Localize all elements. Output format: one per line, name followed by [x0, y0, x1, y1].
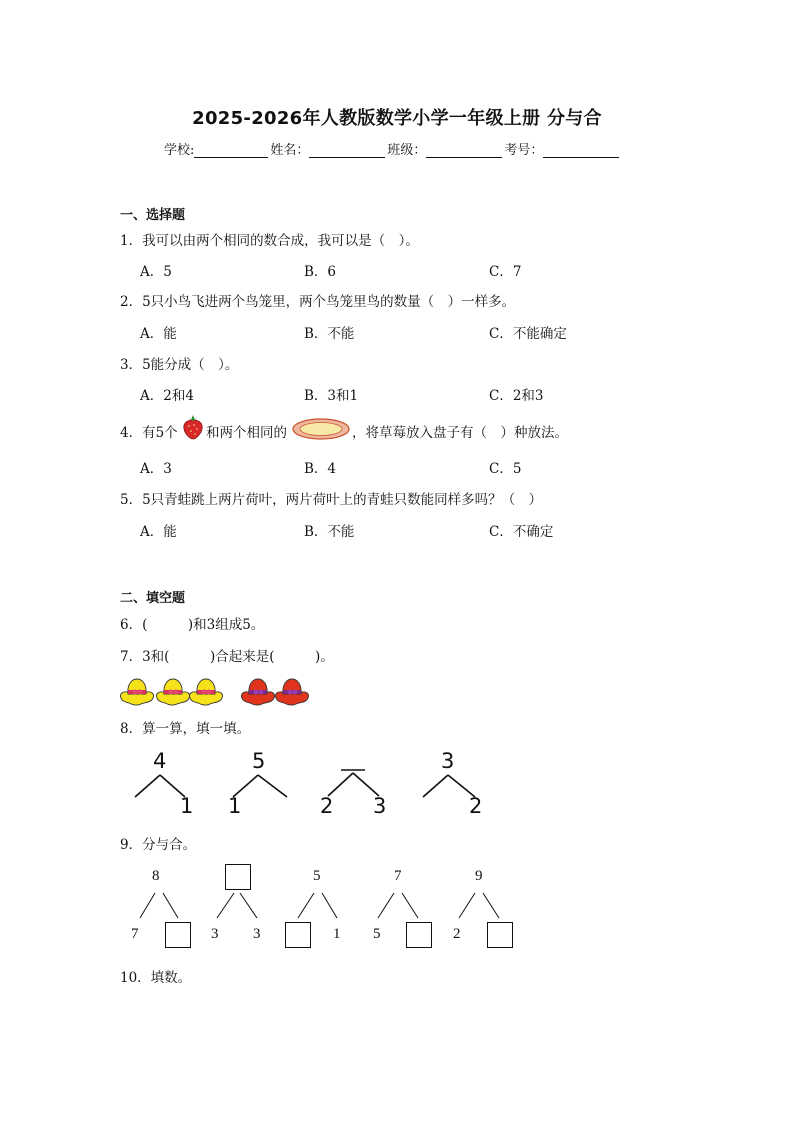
question-1: 1．我可以由两个相同的数合成，我可以是（ ）。 — [120, 233, 419, 249]
q8-tree2-top: 5 — [252, 749, 266, 773]
page-title: 2025-2026年人教版数学小学一年级上册 分与合 — [192, 108, 602, 129]
q9-tree2-answer-box[interactable] — [225, 864, 251, 890]
q1-option-a[interactable]: A．5 — [140, 264, 172, 280]
q9-tree3-answer-box[interactable] — [285, 922, 311, 948]
section-heading-choice: 一、选择题 — [120, 208, 186, 223]
q1-option-b[interactable]: B．6 — [304, 264, 337, 280]
question-6: 6．( )和3组成5。 — [120, 617, 265, 633]
section-heading-fill: 二、填空题 — [120, 591, 186, 606]
q4-option-b[interactable]: B．4 — [304, 461, 337, 477]
q4-option-c[interactable]: C．5 — [489, 461, 522, 477]
q8-tree4-right: 2 — [469, 794, 483, 818]
q9-tree3-right: 1 — [333, 926, 341, 942]
q8-tree1-right: 1 — [180, 794, 194, 818]
q2-option-c[interactable]: C．不能确定 — [489, 326, 567, 342]
q9-tree1-left: 7 — [131, 926, 139, 942]
q9-tree4-answer-box[interactable] — [406, 922, 432, 948]
q9-tree3-top: 5 — [313, 868, 321, 884]
q9-tree5-top: 9 — [475, 868, 483, 884]
class-label: 班级： — [387, 143, 427, 158]
question-4-part-c: ，将草莓放入盘子有（ ）种放法。 — [352, 425, 568, 441]
q3-option-b[interactable]: B．3和1 — [304, 388, 359, 404]
q9-tree5-answer-box[interactable] — [487, 922, 513, 948]
q8-tree3-left: 2 — [320, 794, 334, 818]
q8-tree2-left: 1 — [228, 794, 242, 818]
q4-option-a[interactable]: A．3 — [140, 461, 172, 477]
name-label: 姓名： — [270, 143, 310, 158]
exam-no-label: 考号： — [504, 143, 544, 158]
q9-tree1-top: 8 — [152, 868, 160, 884]
q9-tree5-left: 2 — [453, 926, 461, 942]
question-10: 10．填数。 — [120, 970, 192, 986]
question-4-part-b: 和两个相同的 — [206, 425, 287, 441]
question-5: 5．5只青蛙跳上两片荷叶，两片荷叶上的青蛙只数能同样多吗？（ ） — [120, 492, 543, 508]
q5-option-a[interactable]: A．能 — [140, 524, 177, 540]
question-4-part-a: 4．有5个 — [120, 425, 178, 441]
school-label: 学校: — [164, 143, 195, 158]
q2-option-b[interactable]: B．不能 — [304, 326, 355, 342]
q3-option-c[interactable]: C．2和3 — [489, 388, 544, 404]
q9-tree4-left: 5 — [373, 926, 381, 942]
q8-tree1-top: 4 — [153, 749, 167, 773]
question-8: 8．算一算，填一填。 — [120, 721, 251, 737]
question-9: 9．分与合。 — [120, 837, 197, 853]
q5-option-c[interactable]: C．不确定 — [489, 524, 554, 540]
q1-option-c[interactable]: C．7 — [489, 264, 522, 280]
q3-option-a[interactable]: A．2和4 — [140, 388, 194, 404]
question-3: 3．5能分成（ ）。 — [120, 357, 239, 373]
q8-tree3-right: 3 — [373, 794, 387, 818]
question-7: 7．3和( )合起来是( )。 — [120, 649, 334, 665]
q2-option-a[interactable]: A．能 — [140, 326, 177, 342]
question-2: 2．5只小鸟飞进两个鸟笼里，两个鸟笼里鸟的数量（ ）一样多。 — [120, 294, 516, 310]
q5-option-b[interactable]: B．不能 — [304, 524, 355, 540]
q9-tree1-answer-box[interactable] — [165, 922, 191, 948]
q9-tree2-right: 3 — [253, 926, 261, 942]
q9-tree2-left: 3 — [211, 926, 219, 942]
q8-tree4-top: 3 — [441, 749, 455, 773]
q9-tree4-top: 7 — [394, 868, 402, 884]
